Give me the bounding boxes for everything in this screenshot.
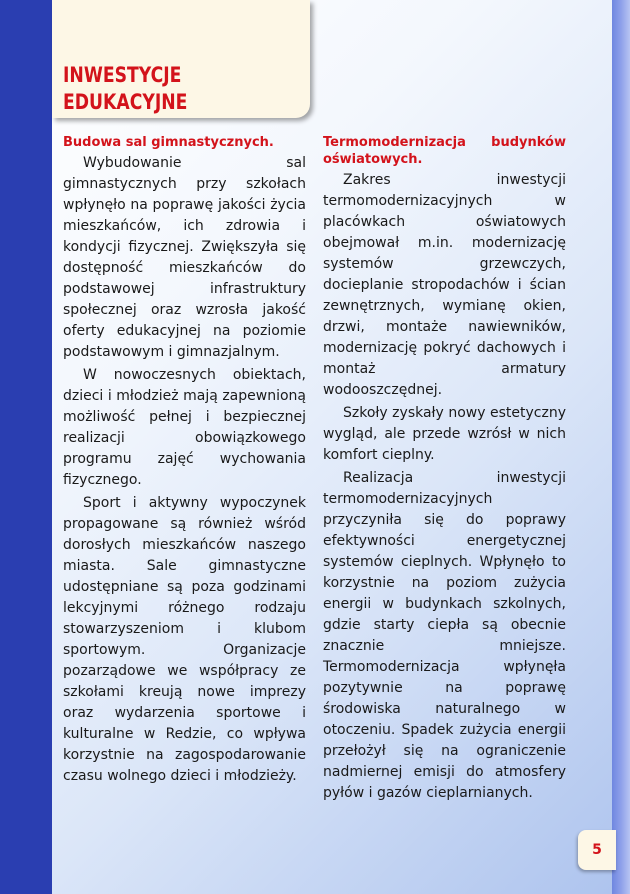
left-paragraph: Wybudowanie sal gimnastycznych przy szkołach wpłynęło na poprawę jakości życia mieszkańców, ich zdrowia i kondycji fizycznej. Zwiększyła się dostępność mieszkańców do podstawowej infrastruktury społecznej oraz wzrosła jakość oferty edukacyjnej na poziomie podstawowym i gimnazjalnym. bbox=[63, 155, 306, 360]
left-column-heading: Budowa sal gimnastycznych. bbox=[63, 135, 274, 150]
left-column bbox=[63, 134, 306, 787]
right-column bbox=[323, 134, 566, 804]
right-paragraph: Szkoły zyskały nowy estetyczny wygląd, ale przede wzrósł w nich komfort cieplny. bbox=[323, 405, 566, 463]
left-paragraph: W nowoczesnych obiektach, dzieci i młodzież mają zapewnioną możliwość pełnej i bezpiecznej realizacji obowiązkowego programu zajęć wychowania fizycznego. bbox=[63, 367, 306, 488]
right-column-heading: Termomodernizacja budynków oświatowych. bbox=[323, 135, 566, 167]
page-title bbox=[63, 62, 187, 116]
right-paragraph: Realizacja inwestycji termomodernizacyjnych przyczyniła się do poprawy efektywności energetycznej systemów cieplnych. Wpłynęło to korzystnie na poziom zużycia energii w budynkach szkolnych, gdzie starty ciepła są obecnie znacznie mniejsze. Termomodernizacja wpłynęła pozytywnie na poprawę środowiska naturalnego w otoczeniu. Spadek zużycia energii przełożył się na ograniczenie nadmiernej emisji do atmosfery pyłów i gazów cieplarnianych. bbox=[323, 470, 566, 801]
left-decorative-band bbox=[0, 0, 52, 894]
title-line-1: INWESTYCJE EDUKACYJNE bbox=[63, 63, 188, 114]
right-paragraph: Zakres inwestycji termomodernizacyjnych w placówkach oświatowych obejmował m.in. modernizację systemów grzewczych, docieplanie stropodachów i ścian zewnętrznych, wymianę okien, drzwi, montaże nawiewników, modernizację pokryć dachowych i montaż armatury wodooszczędnej. bbox=[323, 172, 566, 398]
right-decorative-band bbox=[612, 0, 630, 894]
page-number: 5 bbox=[578, 830, 616, 870]
left-paragraph: Sport i aktywny wypoczynek propagowane są również wśród dorosłych mieszkańców naszego miasta. Sale gimnastyczne udostępniane są poza godzinami lekcyjnymi różnego rodzaju stowarzyszeniom i klubom sportowym. Organizacje pozarządowe we współpracy ze szkołami kreują nowe imprezy oraz wydarzenia sportowe i kulturalne w Redzie, co wpływa korzystnie na zagospodarowanie czasu wolnego dzieci i młodzieży. bbox=[63, 495, 306, 784]
